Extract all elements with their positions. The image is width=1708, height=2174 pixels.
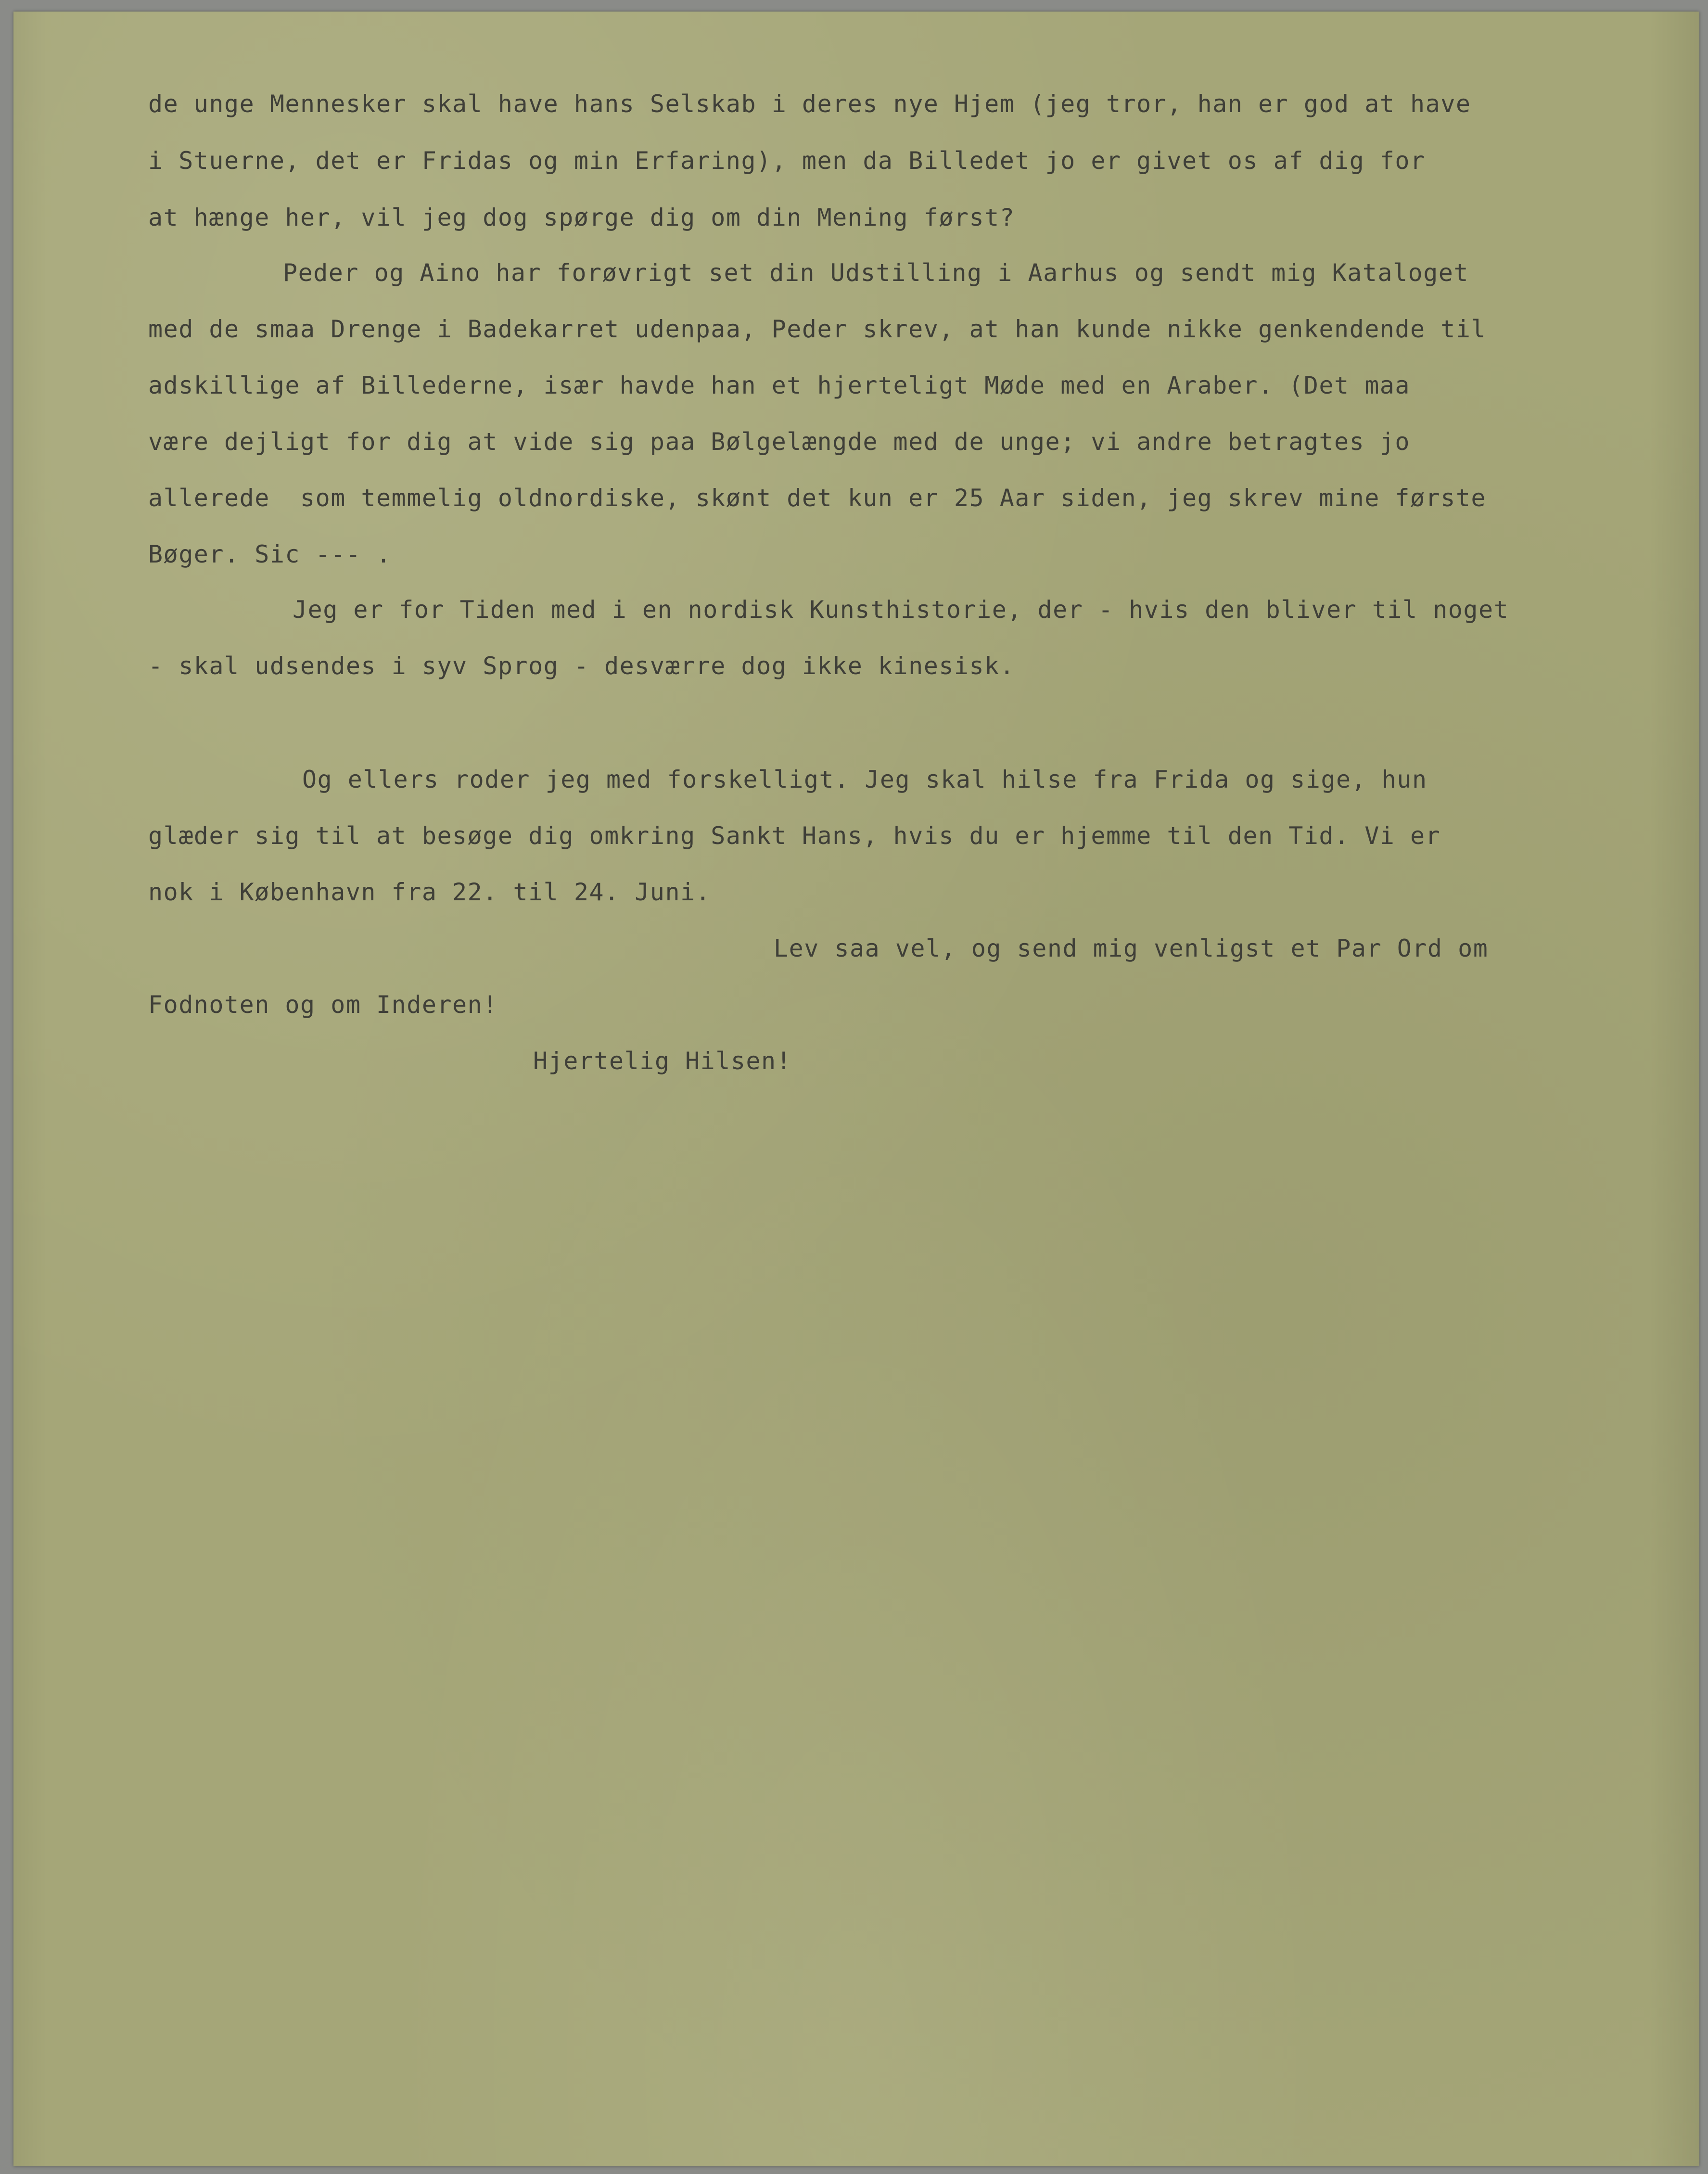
letter-line: Bøger. Sic --- . [148,540,392,568]
letter-line: være dejligt for dig at vide sig paa Bølgelængde med de unge; vi andre betragtes jo [148,428,1411,456]
letter-line: med de smaa Drenge i Badekarret udenpaa, Peder skrev, at han kunde nikke genkendende til [148,315,1487,343]
letter-line: Jeg er for Tiden med i en nordisk Kunsthistorie, der - hvis den bliver til noget [293,596,1509,624]
letter-line: i Stuerne, det er Fridas og min Erfaring), men da Billedet jo er givet os af dig for [148,147,1426,175]
letter-line: - skal udsendes i syv Sprog - desværre dog ikke kinesisk. [148,652,1015,680]
letter-line: allerede som temmelig oldnordiske, skønt det kun er 25 Aar siden, jeg skrev mine første [148,484,1487,512]
letter-page [13,12,1699,2166]
letter-line: Lev saa vel, og send mig venligst et Par Ord om [774,934,1489,962]
letter-line: glæder sig til at besøge dig omkring Sankt Hans, hvis du er hjemme til den Tid. Vi er [148,822,1441,850]
letter-line: nok i København fra 22. til 24. Juni. [148,878,711,906]
letter-line: at hænge her, vil jeg dog spørge dig om din Mening først? [148,204,1015,231]
letter-line: de unge Mennesker skal have hans Selskab i deres nye Hjem (jeg tror, han er god at have [148,90,1471,118]
closing-salutation: Hjertelig Hilsen! [533,1047,792,1075]
letter-line: Fodnoten og om Inderen! [148,991,498,1019]
letter-line: Og ellers roder jeg med forskelligt. Jeg skal hilse fra Frida og sige, hun [302,766,1428,793]
letter-line: adskillige af Billederne, især havde han et hjerteligt Møde med en Araber. (Det maa [148,371,1411,399]
letter-line: Peder og Aino har forøvrigt set din Udstilling i Aarhus og sendt mig Kataloget [283,259,1469,287]
